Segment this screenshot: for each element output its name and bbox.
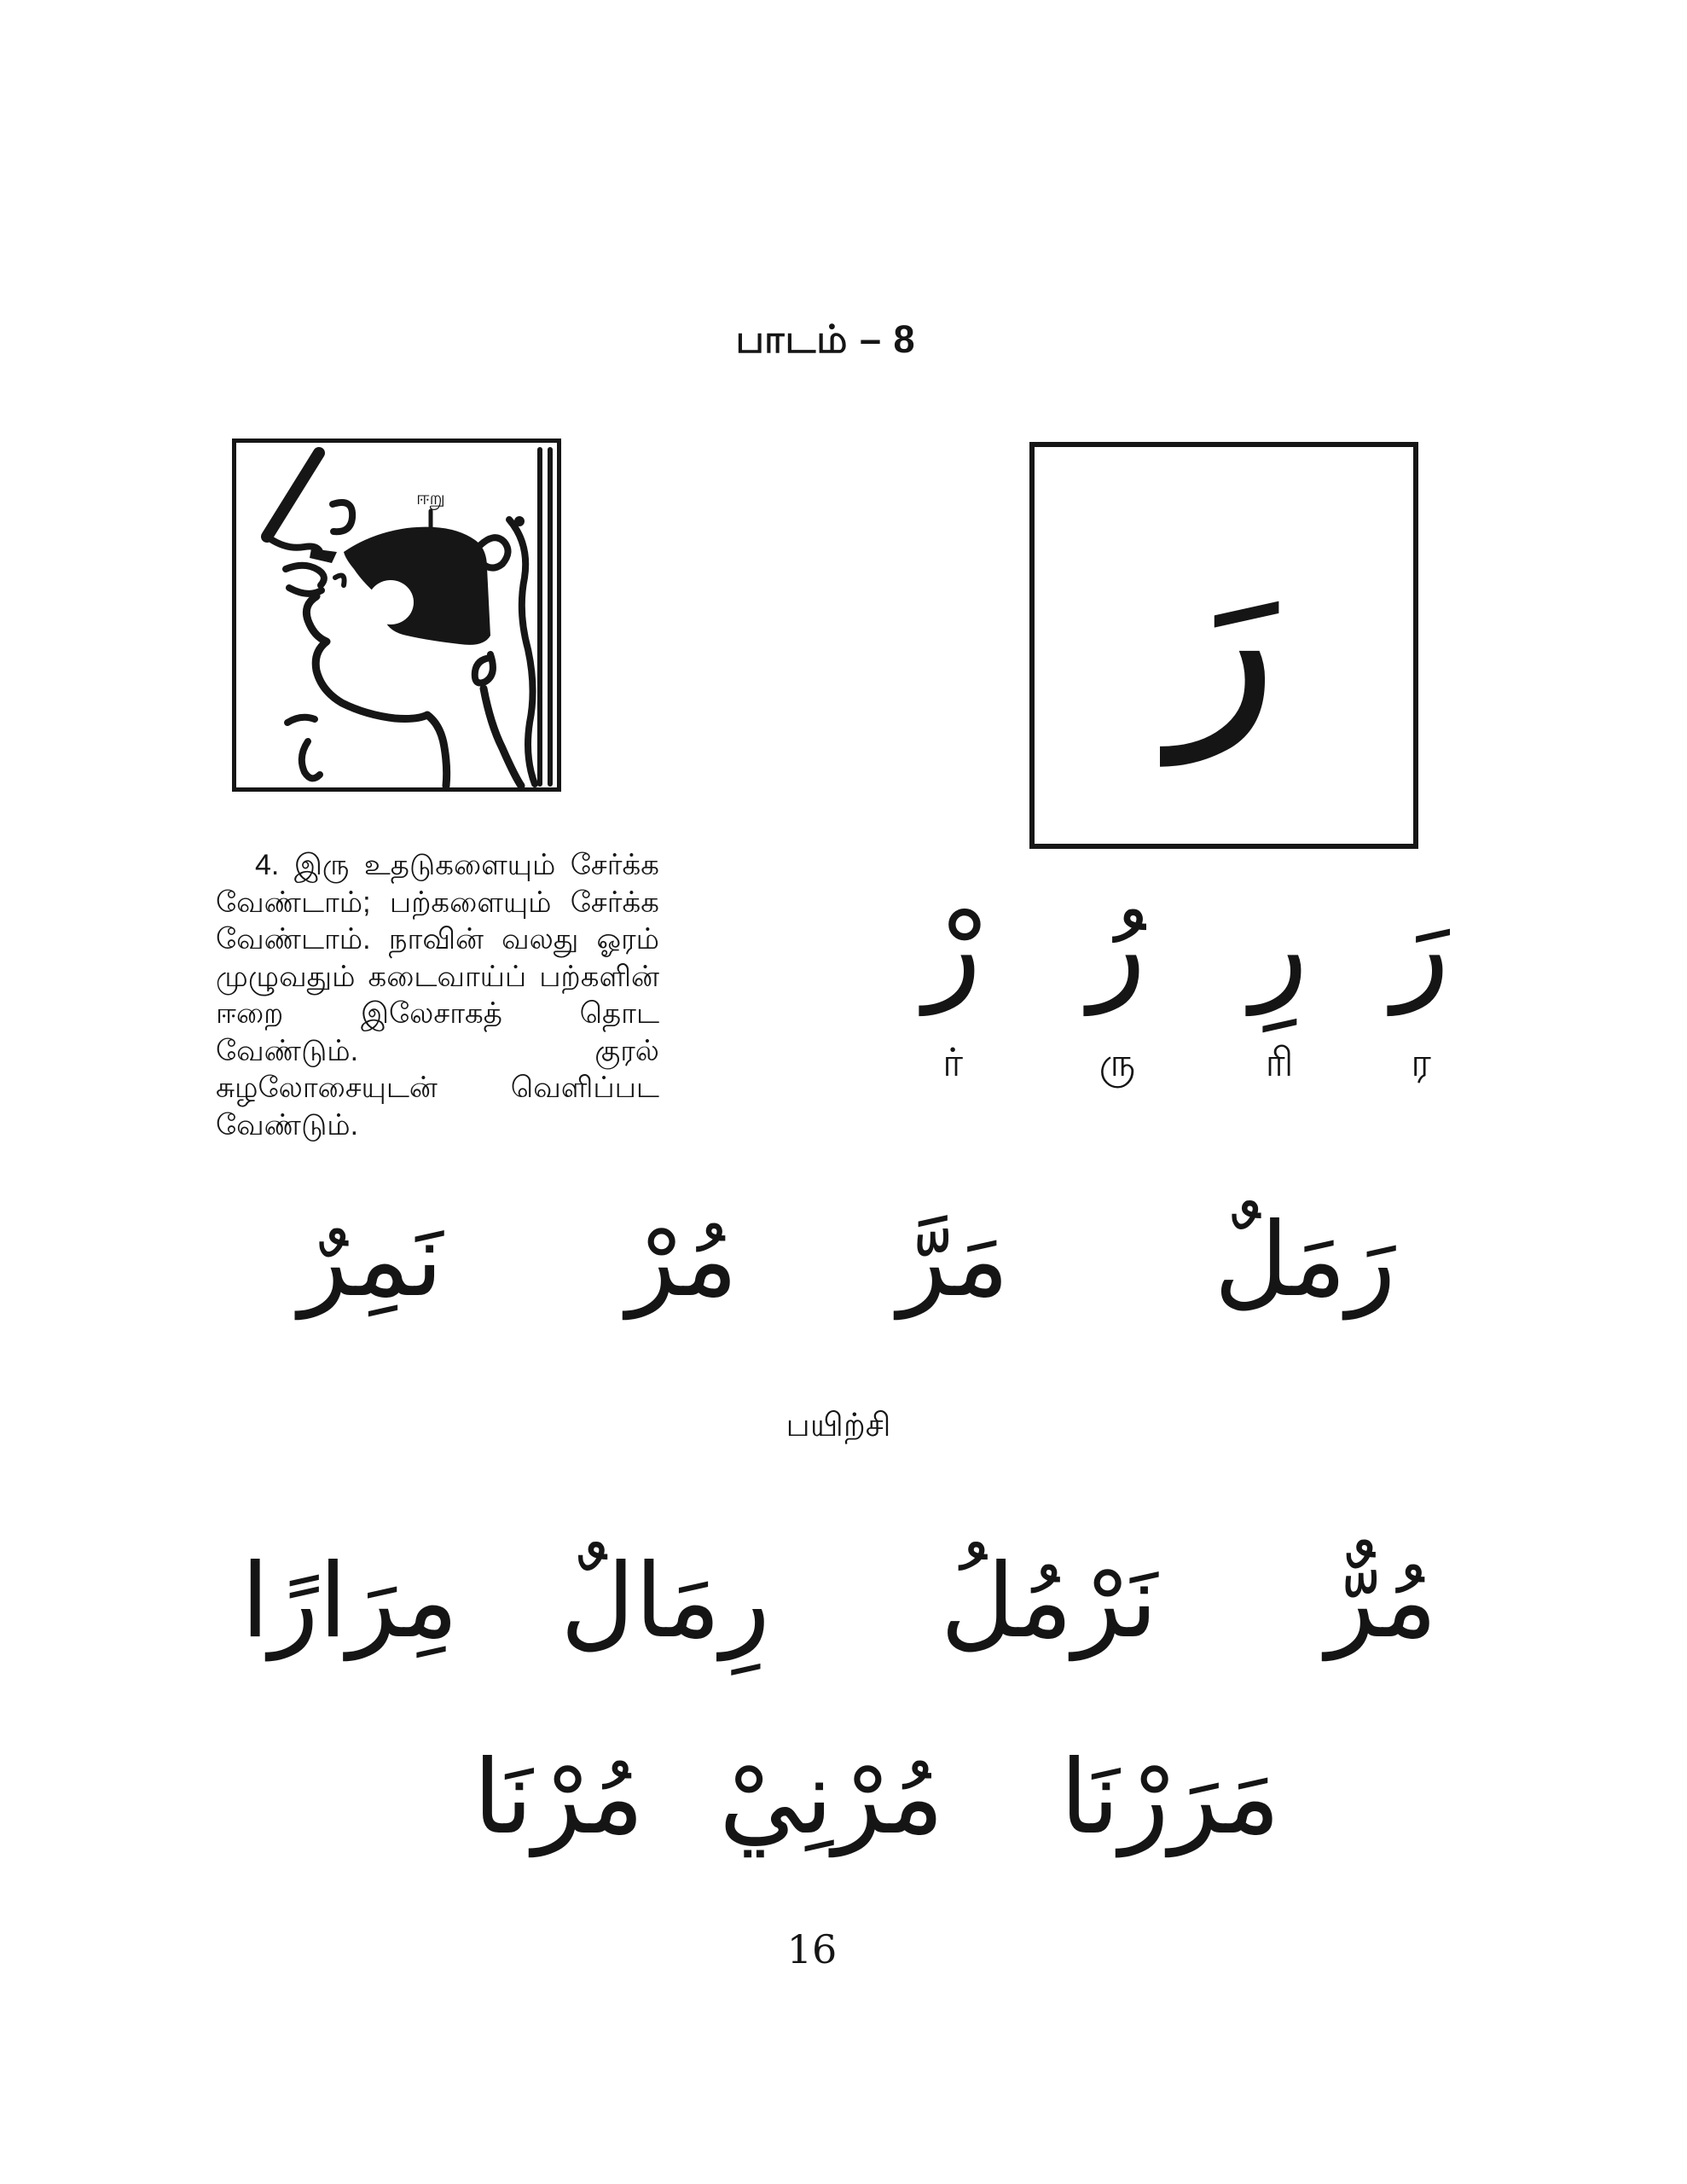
tongue-shape: [344, 527, 490, 645]
nose-line: [267, 453, 319, 537]
arabic-form-glyph: رَ: [1392, 877, 1450, 1016]
gum-label: ஈறு: [416, 487, 445, 508]
letter-form-fatha: [1392, 866, 1450, 1088]
arabic-form-glyph: رْ: [924, 877, 982, 1016]
tongue-tip-hole: [368, 580, 414, 624]
page-number: 16: [786, 1926, 838, 1972]
arabic-word: مَرَّ: [897, 1201, 1010, 1320]
exercise-heading: பயிற்சி: [786, 1408, 891, 1443]
arabic-word: مُرْنِيْ: [719, 1739, 944, 1857]
arabic-word: مُرٌّ: [1325, 1542, 1438, 1661]
upper-lip: [310, 549, 337, 563]
arabic-word: رِمَالٌ: [560, 1542, 770, 1661]
arabic-word: مِرَارًا: [241, 1542, 459, 1661]
arabic-letter-ra: رَ: [1169, 502, 1278, 765]
pronunciation-instruction: 4. இரு உதடுகளையும் சேர்க்க வேண்டாம்; பற்களையும் சேர்க்க வேண்டாம். நாவின் வலது ஓரம் முழுவதும் கடைவாய்ப் பற்களின் ஈறை இலேசாகத் தொட வேண்டும். குரல் சுழலோசையுடன் வெளிப்பட வேண்டும்.: [216, 849, 659, 1141]
neck-line: [484, 688, 521, 786]
tamil-transliteration: ரு: [1099, 1040, 1136, 1084]
letter-form-damma: [1088, 866, 1146, 1088]
arabic-word: رَمَلٌ: [1214, 1201, 1396, 1320]
arabic-form-glyph: رِ: [1250, 877, 1308, 1016]
tamil-transliteration: ர்: [942, 1040, 964, 1084]
mouth-diagram: [232, 439, 561, 792]
tamil-transliteration: ர: [1411, 1040, 1431, 1084]
lesson-title: பாடம் – 8: [735, 317, 916, 361]
arabic-word: مَرَرْنَا: [1059, 1739, 1281, 1857]
arabic-word: نَمِرٌ: [299, 1201, 443, 1320]
lips: [286, 566, 324, 585]
arabic-word: مُرْ: [626, 1201, 739, 1320]
arabic-word: مُرْنَا: [472, 1739, 645, 1857]
letter-form-kasra: [1250, 866, 1308, 1088]
tamil-transliteration: ரி: [1265, 1040, 1294, 1084]
letter-display-box: [1029, 442, 1418, 849]
pharynx-line: [509, 520, 535, 784]
arabic-word: نَرْمُلُ: [940, 1542, 1158, 1661]
arabic-form-glyph: رُ: [1088, 877, 1146, 1016]
mouth-diagram-drawing: [236, 443, 557, 787]
letter-form-sukun: [924, 866, 982, 1088]
